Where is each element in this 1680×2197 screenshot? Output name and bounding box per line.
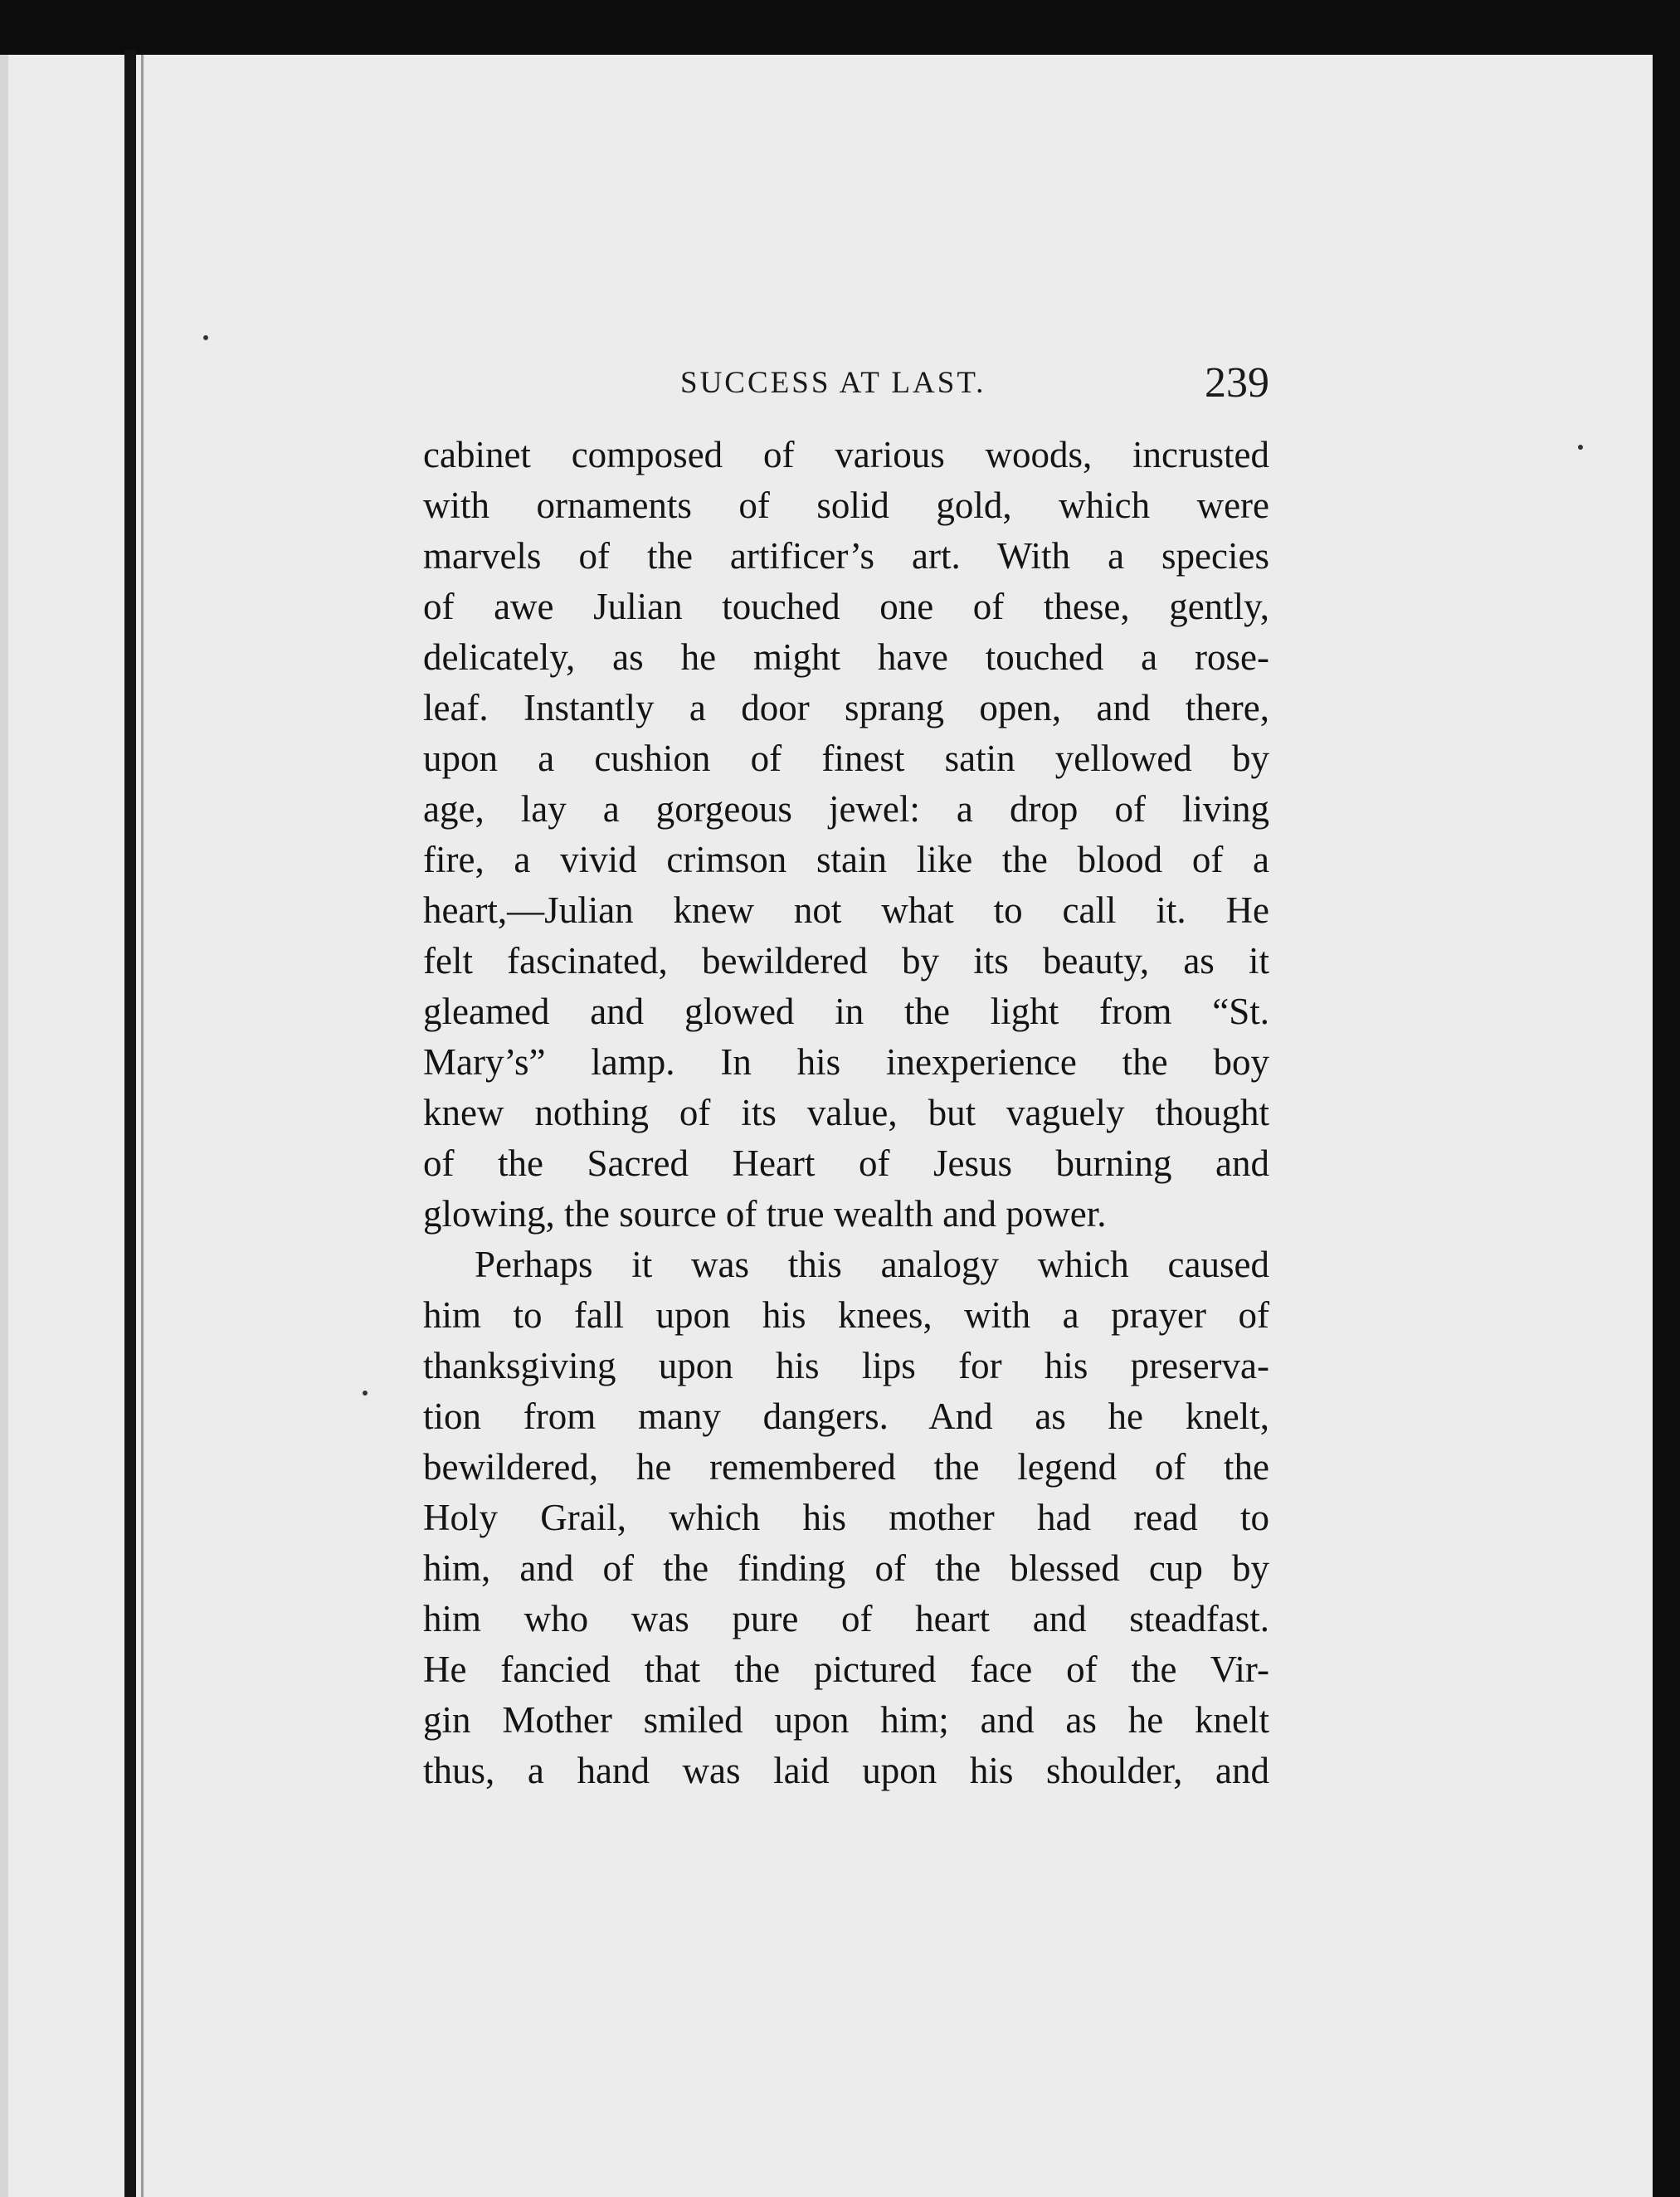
dust-speck	[363, 1391, 368, 1396]
text-line: with ornaments of solid gold, which were	[423, 485, 1269, 526]
text-line: He fancied that the pictured face of the Vir-	[423, 1649, 1269, 1690]
dust-speck	[203, 335, 208, 340]
text-line: him, and of the finding of the blessed cup by	[423, 1547, 1269, 1589]
text-line: tion from many dangers. And as he knelt,	[423, 1396, 1269, 1437]
text-line: glowing, the source of true wealth and power.	[423, 1193, 1107, 1235]
text-line: age, lay a gorgeous jewel: a drop of living	[423, 788, 1269, 830]
page-number: 239	[1205, 359, 1269, 407]
running-head-title: SUCCESS AT LAST.	[680, 366, 986, 400]
paragraph-1	[423, 430, 1269, 1240]
text-line: thanksgiving upon his lips for his preserva-	[423, 1345, 1269, 1386]
text-line: heart,—Julian knew not what to call it. He	[423, 889, 1269, 931]
text-line: fire, a vivid crimson stain like the blood of a	[423, 839, 1269, 880]
text-line: him who was pure of heart and steadfast.	[423, 1598, 1269, 1639]
text-line: Mary’s” lamp. In his inexperience the boy	[423, 1041, 1269, 1083]
text-line: bewildered, he remembered the legend of the	[423, 1446, 1269, 1488]
text-line: knew nothing of its value, but vaguely thought	[423, 1092, 1269, 1133]
text-line: him to fall upon his knees, with a prayer of	[423, 1294, 1269, 1336]
text-line: Perhaps it was this analogy which caused	[475, 1244, 1269, 1285]
gutter-crease	[141, 55, 144, 2197]
text-line: gleamed and glowed in the light from “St.	[423, 991, 1269, 1032]
text-line: leaf. Instantly a door sprang open, and there,	[423, 687, 1269, 728]
text-line: marvels of the artificer’s art. With a species	[423, 535, 1269, 577]
text-line: delicately, as he might have touched a rose-	[423, 636, 1269, 678]
running-head	[423, 358, 1269, 417]
text-line: felt fascinated, bewildered by its beauty, as it	[423, 940, 1269, 982]
text-line: cabinet composed of various woods, incrusted	[423, 434, 1269, 475]
body-text	[423, 430, 1269, 1796]
text-line: gin Mother smiled upon him; and as he knelt	[423, 1699, 1269, 1741]
gutter-shadow	[124, 50, 136, 2197]
text-line: upon a cushion of finest satin yellowed by	[423, 738, 1269, 779]
text-line: Holy Grail, which his mother had read to	[423, 1497, 1269, 1538]
paragraph-2	[423, 1240, 1269, 1796]
dust-speck	[1578, 445, 1583, 450]
text-line: thus, a hand was laid upon his shoulder, and	[423, 1750, 1269, 1791]
binding-edge	[0, 55, 8, 2197]
scan-border-right	[1653, 0, 1680, 2197]
text-line: of the Sacred Heart of Jesus burning and	[423, 1142, 1269, 1184]
text-line: of awe Julian touched one of these, gently,	[423, 586, 1269, 627]
